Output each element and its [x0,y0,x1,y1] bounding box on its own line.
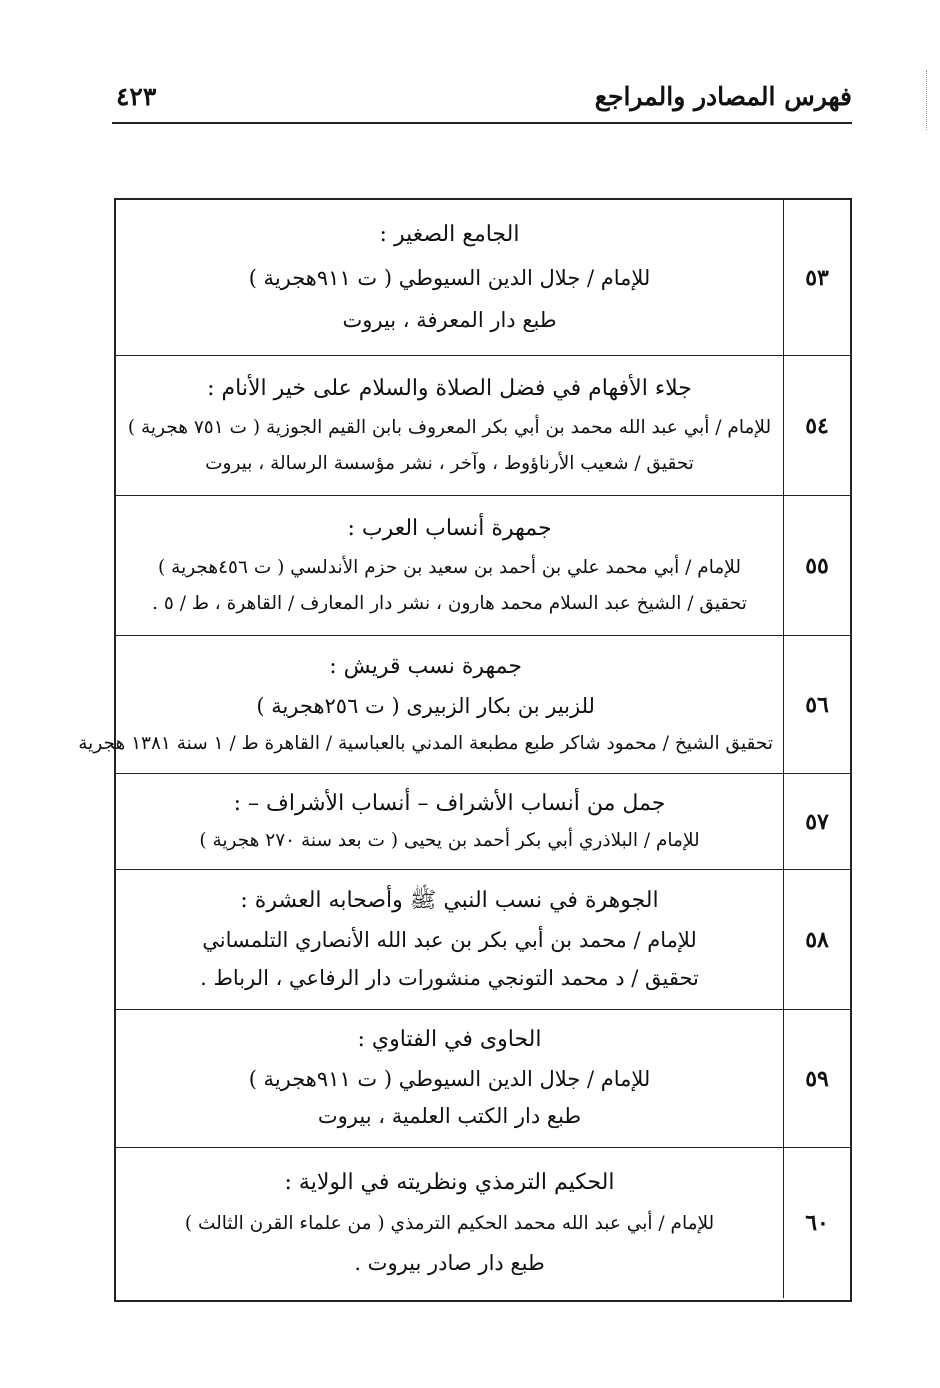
entry-content [116,200,783,355]
entry-content [116,774,783,869]
entry-number: ٥٩ [783,1010,850,1147]
table-row [78,636,850,774]
entry-publication: طبع دار الكتب العلمية ، بيروت [317,1104,582,1129]
entry-publication: تحقيق / شعيب الأرناؤوط ، وآخر ، نشر مؤسسة الرسالة ، بيروت [205,453,694,475]
entry-publication: طبع دار صادر بيروت . [354,1251,545,1276]
page-number: ٤٢٣ [116,82,157,111]
entry-title: جمهرة نسب قريش : [329,654,522,680]
table-row [116,1148,850,1298]
entry-title: الحاوى في الفتاوي : [357,1027,542,1053]
table-row [116,356,850,496]
entry-publication: طبع دار المعرفة ، بيروت [342,307,557,332]
entry-content [116,496,783,635]
entry-content [116,1148,783,1298]
entry-title: الجامع الصغير : [379,221,520,247]
table-row [116,870,850,1010]
table-row [116,774,850,870]
entry-content [116,1010,783,1147]
references-table [78,198,852,1302]
entry-title: جمل من أنساب الأشراف – أنساب الأشراف – : [233,791,666,817]
entry-title: جمهرة أنساب العرب : [347,515,552,541]
entry-number: ٥٨ [783,870,850,1009]
entry-content [116,356,783,495]
table-row [116,496,850,636]
entry-author: للإمام / محمد بن أبي بكر بن عبد الله الأنصاري التلمساني [202,927,697,952]
entry-publication: تحقيق الشيخ / محمود شاكر طبع مطبعة المدني بالعباسية / القاهرة ط / ١ سنة ١٣٨١ هجرية [78,732,773,754]
entry-content [116,870,783,1009]
entry-author: للزبير بن بكار الزبيرى ( ت ٢٥٦هجرية ) [256,694,595,719]
entry-number: ٥٣ [783,200,850,355]
entry-publication: تحقيق / د محمد التونجي منشورات دار الرفاعي ، الرباط . [200,965,699,990]
entry-author: للإمام / البلاذري أبي بكر أحمد بن يحيى ( ت بعد سنة ٢٧٠ هجرية ) [199,829,700,851]
entry-number: ٥٥ [783,496,850,635]
running-title: فهرس المصادر والمراجع [594,82,852,111]
entry-number: ٥٤ [783,356,850,495]
page-header [112,78,852,124]
entry-number: ٥٦ [783,636,850,773]
table-row [116,200,850,356]
entry-author: للإمام / أبي عبد الله محمد بن أبي بكر المعروف بابن القيم الجوزية ( ت ٧٥١ هجرية ) [127,416,772,438]
entry-number: ٥٧ [783,774,850,869]
entry-title: الحكيم الترمذي ونظريته في الولاية : [284,1169,615,1195]
table-row [116,1010,850,1148]
page-edge-marks [926,70,931,130]
entry-title: جلاء الأفهام في فضل الصلاة والسلام على خير الأنام : [207,375,692,401]
entry-number: ٦٠ [783,1148,850,1298]
entry-content [68,636,783,773]
entry-title: الجوهرة في نسب النبي ﷺ وأصحابه العشرة : [240,887,659,913]
entry-author: للإمام / جلال الدين السيوطي ( ت ٩١١هجرية ) [248,265,651,290]
entry-author: للإمام / أبي محمد علي بن أحمد بن سعيد بن حزم الأندلسي ( ت ٤٥٦هجرية ) [158,556,741,578]
entry-publication: تحقيق / الشيخ عبد السلام محمد هارون ، نشر دار المعارف / القاهرة ، ط / ٥ . [152,593,747,615]
entry-author: للإمام / جلال الدين السيوطي ( ت ٩١١هجرية ) [248,1066,651,1091]
entry-author: للإمام / أبي عبد الله محمد الحكيم الترمذي ( من علماء القرن الثالث ) [184,1212,715,1234]
